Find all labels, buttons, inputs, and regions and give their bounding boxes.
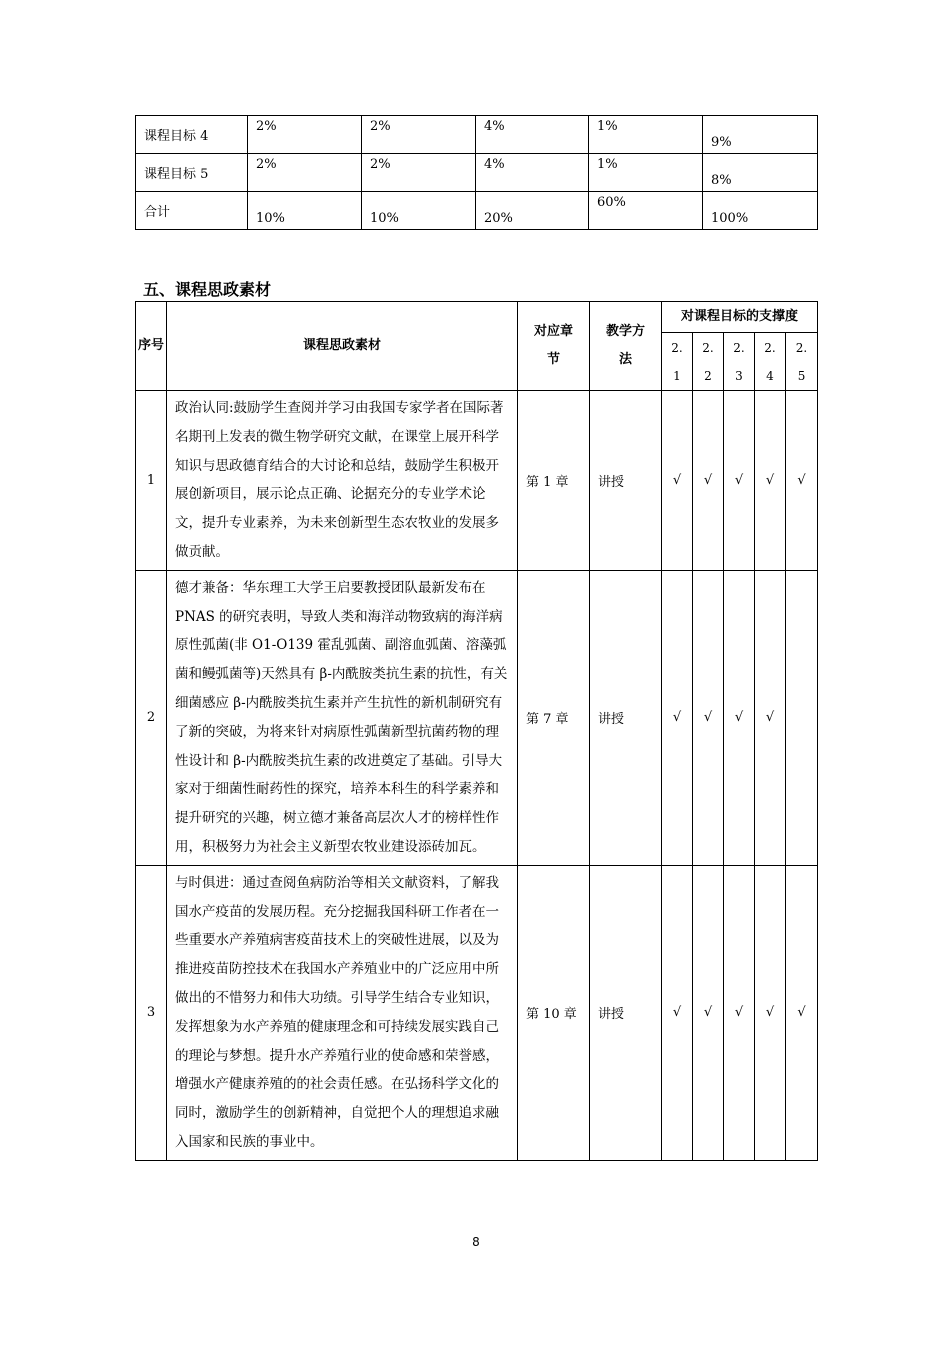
weight-cell: 20%: [476, 192, 589, 230]
check-cell: √: [693, 865, 724, 1160]
check-cell: [786, 570, 818, 865]
chapter-cell: 第 10 章: [518, 865, 590, 1160]
method-cell: 讲授: [590, 391, 662, 571]
weights-table: [135, 115, 818, 230]
weight-total-cell: 8%: [703, 154, 818, 192]
row-label: 合计: [136, 192, 248, 230]
check-cell: √: [724, 391, 755, 571]
weight-cell: 2%: [248, 116, 362, 154]
weight-cell: 4%: [476, 116, 589, 154]
header-material: 课程思政素材: [167, 302, 518, 391]
weight-total-cell: 100%: [703, 192, 818, 230]
weight-cell: 2%: [248, 154, 362, 192]
row-label: 课程目标 5: [136, 154, 248, 192]
check-cell: √: [693, 570, 724, 865]
row-label: 课程目标 4: [136, 116, 248, 154]
chapter-cell: 第 7 章: [518, 570, 590, 865]
header-target: 2.5: [786, 333, 818, 391]
section-title: 五、课程思政素材: [143, 280, 272, 299]
weight-cell: 4%: [476, 154, 589, 192]
table-row: [136, 192, 818, 230]
header-chapter: 对应章节: [518, 302, 590, 391]
weight-total-cell: 9%: [703, 116, 818, 154]
check-cell: √: [662, 570, 693, 865]
header-target: 2.1: [662, 333, 693, 391]
table-row: [136, 865, 818, 1160]
chapter-cell: 第 1 章: [518, 391, 590, 571]
row-index: 2: [136, 570, 167, 865]
method-cell: 讲授: [590, 570, 662, 865]
header-target: 2.4: [755, 333, 786, 391]
header-method: 教学方法: [590, 302, 662, 391]
check-cell: √: [662, 391, 693, 571]
header-target: 2.2: [693, 333, 724, 391]
check-cell: √: [755, 865, 786, 1160]
header-index: 序号: [136, 302, 167, 391]
method-cell: 讲授: [590, 865, 662, 1160]
check-cell: √: [662, 865, 693, 1160]
ideology-materials-table: [135, 301, 818, 1161]
weight-cell: 2%: [362, 116, 476, 154]
check-cell: √: [786, 391, 818, 571]
table-row: [136, 116, 818, 154]
table-header-row: [136, 302, 818, 333]
weight-cell: 10%: [362, 192, 476, 230]
row-index: 3: [136, 865, 167, 1160]
material-text: 与时俱进：通过查阅鱼病防治等相关文献资料，了解我国水产疫苗的发展历程。充分挖掘我国科研工作者在一些重要水产养殖病害疫苗技术上的突破性进展，以及为推进疫苗防控技术在我国水产养殖业中的广泛应用中所做出的不惜努力和伟大功绩。引导学生结合专业知识，发挥想象为水产养殖的健康理念和可持续发展实践自己的理论与梦想。提升水产养殖行业的使命感和荣誉感，增强水产健康养殖的的社会责任感。在弘扬科学文化的同时，激励学生的创新精神，自觉把个人的理想追求融入国家和民族的事业中。: [167, 865, 518, 1160]
row-index: 1: [136, 391, 167, 571]
weight-cell: 10%: [248, 192, 362, 230]
header-target: 2.3: [724, 333, 755, 391]
header-support: 对课程目标的支撑度: [662, 302, 818, 333]
weight-cell: 1%: [589, 154, 703, 192]
material-text: 政治认同:鼓励学生查阅并学习由我国专家学者在国际著名期刊上发表的微生物学研究文献，在课堂上展开科学知识与思政德育结合的大讨论和总结，鼓励学生积极开展创新项目，展示论点正确、论据充分的专业学术论文，提升专业素养，为未来创新型生态农牧业的发展多做贡献。: [167, 391, 518, 571]
table-row: [136, 154, 818, 192]
material-text: 德才兼备：华东理工大学王启要教授团队最新发布在 PNAS 的研究表明，导致人类和海洋动物致病的海洋病原性弧菌(非 O1-O139 霍乱弧菌、副溶血弧菌、溶藻弧菌和鳗弧菌等)天然具有 β-内酰胺类抗生素的抗性，有关细菌感应 β-内酰胺类抗生素并产生抗性的新机制研究有了新的突破，为将来针对病原性弧菌新型抗菌药物的理性设计和 β-内酰胺类抗生素的改进奠定了基础。引导大家对于细菌性耐药性的探究，培养本科生的科学素养和提升研究的兴趣，树立德才兼备高层次人才的榜样性作用，积极努力为社会主义新型农牧业建设添砖加瓦。: [167, 570, 518, 865]
weight-cell: 60%: [589, 192, 703, 230]
check-cell: √: [724, 865, 755, 1160]
page-number: 8: [472, 1235, 480, 1249]
table-row: [136, 570, 818, 865]
weight-cell: 2%: [362, 154, 476, 192]
weight-cell: 1%: [589, 116, 703, 154]
check-cell: √: [693, 391, 724, 571]
check-cell: √: [724, 570, 755, 865]
table-row: [136, 391, 818, 571]
check-cell: √: [755, 570, 786, 865]
check-cell: √: [755, 391, 786, 571]
check-cell: √: [786, 865, 818, 1160]
